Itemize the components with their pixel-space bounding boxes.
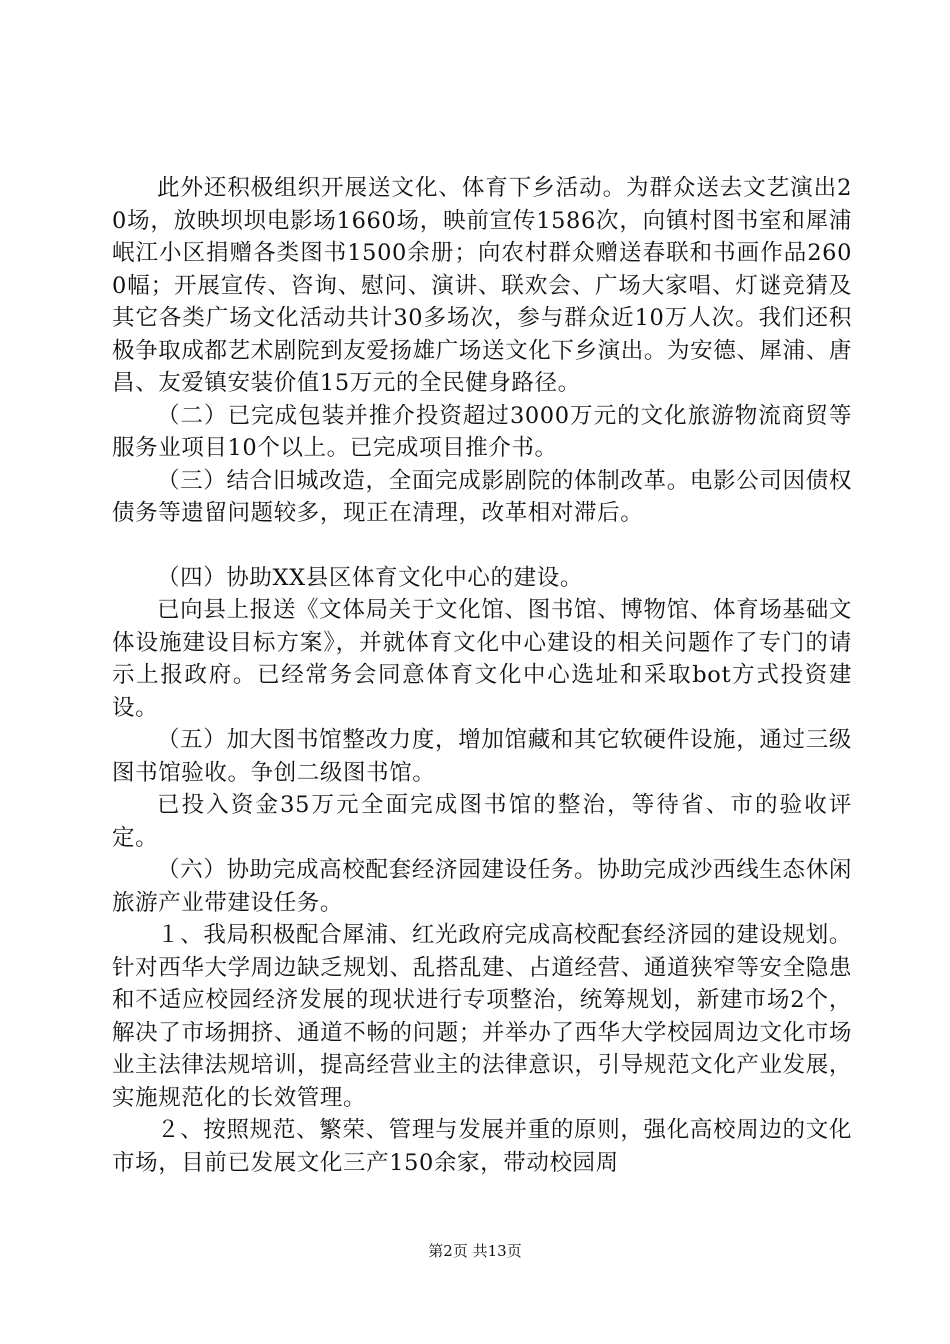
paragraph-outreach-activities: 此外还积极组织开展送文化、体育下乡活动。为群众送去文艺演出20场，放映坝坝电影场1660场，映前宣传1586次，向镇村图书室和犀浦岷江小区捐赠各类图书1500余册；向农村群众赠送春联和书画作品2600幅；开展宣传、咨询、慰问、演讲、联欢会、广场大家唱、灯谜竞猜及其它各类广场文化活动共计30多场次，参与群众近10万人次。我们还积极争取成都艺术剧院到友爱扬雄广场送文化下乡演出。为安德、犀浦、唐昌、友爱镇安装价值15万元的全民健身路径。 [112, 175, 852, 396]
paragraph-item-5-heading: （五）加大图书馆整改力度，增加馆藏和其它软硬件设施，通过三级图书馆验收。争创二级图书馆。 [112, 727, 852, 786]
page-footer [0, 1241, 950, 1261]
paragraph-item-5-detail: 已投入资金35万元全面完成图书馆的整治，等待省、市的验收评定。 [112, 792, 852, 851]
paragraph-item-3: （三）结合旧城改造，全面完成影剧院的体制改革。电影公司因债权债务等遗留问题较多，现正在清理，改革相对滞后。 [112, 467, 852, 526]
paragraph-item-2: （二）已完成包装并推介投资超过3000万元的文化旅游物流商贸等服务业项目10个以上。已完成项目推介书。 [112, 402, 852, 461]
page-number-label: 第2页 共13页 [428, 1242, 522, 1260]
paragraph-item-6-heading: （六）协助完成高校配套经济园建设任务。协助完成沙西线生态休闲旅游产业带建设任务。 [112, 857, 852, 916]
document-body [112, 172, 852, 1179]
paragraph-item-6-point-2: ２、按照规范、繁荣、管理与发展并重的原则，强化高校周边的文化市场，目前已发展文化三产150余家，带动校园周 [112, 1117, 852, 1176]
paragraph-item-4-heading: （四）协助XX县区体育文化中心的建设。 [157, 564, 583, 591]
paragraph-item-4-detail: 已向县上报送《文体局关于文化馆、图书馆、博物馆、体育场基础文体设施建设目标方案》，并就体育文化中心建设的相关问题作了专门的请示上报政府。已经常务会同意体育文化中心选址和采取bot方式投资建设。 [112, 597, 852, 721]
paragraph-item-6-point-1: １、我局积极配合犀浦、红光政府完成高校配套经济园的建设规划。针对西华大学周边缺乏规划、乱搭乱建、占道经营、通道狭窄等安全隐患和不适应校园经济发展的现状进行专项整治，统筹规划，新建市场2个，解决了市场拥挤、通道不畅的问题；并举办了西华大学校园周边文化市场业主法律法规培训，提高经营业主的法律意识，引导规范文化产业发展，实施规范化的长效管理。 [112, 922, 852, 1111]
